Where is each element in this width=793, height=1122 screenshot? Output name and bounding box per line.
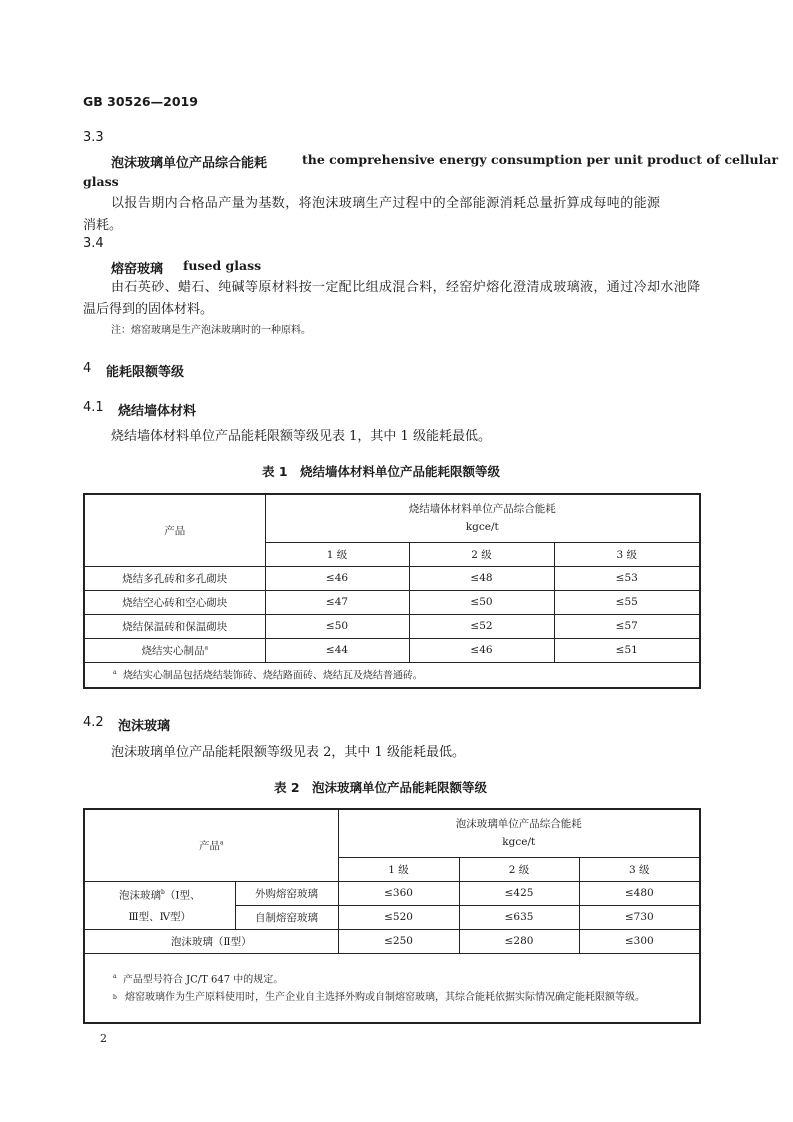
value-cell: ≤57 [554,614,700,638]
term-chinese: 泡沫玻璃单位产品综合能耗 [111,156,268,171]
footnote-text: 产品型号符合 JC/T 647 中的规定。 [122,974,284,986]
product-header: 产品 [84,494,265,566]
merged-product-cell [84,881,235,929]
footnote-text: 熔窑玻璃作为生产原料使用时，生产企业自主选择外购或自制熔窑玻璃，其综合能耗依据实际情况确定能耗限额等级。 [125,992,645,1004]
table-footnote [113,989,689,1007]
value-cell: ≤280 [459,929,579,953]
table-caption: 表 2 泡沫玻璃单位产品能耗限额等级 [274,780,488,795]
table-caption: 表 1 烧结墙体材料单位产品能耗限额等级 [262,464,501,479]
table-footnote [113,968,689,989]
value-cell: ≤300 [579,929,700,953]
product-name-text: 烧结实心制品 [141,644,205,657]
value-cell: ≤48 [409,566,554,590]
merged-label: 泡沫玻璃 [119,889,161,902]
value-cell: ≤52 [409,614,554,638]
group-header [338,809,700,857]
definition-line: 消耗。 [83,218,123,233]
product-name: 泡沫玻璃（Ⅱ型） [84,929,338,953]
definition-line: 温后得到的固体材料。 [83,302,214,317]
footnote-mark: b [113,994,117,1002]
value-cell: ≤46 [409,638,554,662]
table-row [84,566,700,590]
level-header: 1 级 [265,542,409,566]
value-cell: ≤250 [338,929,459,953]
value-cell: ≤55 [554,590,700,614]
section-number: 4 [83,361,92,376]
definition-line: 以报告期内合格品产量为基数，将泡沫玻璃生产过程中的全部能源消耗总量折算成每吨的能源 [111,196,661,211]
subsection-number: 4.2 [83,715,104,730]
table-row [84,590,700,614]
value-cell: ≤46 [265,566,409,590]
footnote-mark: a [113,973,117,981]
product-name [84,638,265,662]
value-cell: ≤730 [579,905,700,929]
level-header: 3 级 [579,857,700,881]
clause-number: 3.3 [83,130,104,145]
table-1 [83,493,701,689]
product-name: 烧结保温砖和保温砌块 [84,614,265,638]
value-cell: ≤520 [338,905,459,929]
unit: kgce/t [502,836,536,849]
footnote-mark: a [219,839,224,847]
table-footnotes [84,953,700,1023]
term-chinese: 熔窑玻璃 [111,262,164,277]
footnote-mark: b [161,888,165,896]
note: 注：熔窑玻璃是生产泡沫玻璃时的一种原料。 [111,325,311,336]
merged-label: Ⅲ型、Ⅳ型） [128,911,192,924]
value-cell: ≤425 [459,881,579,905]
product-header-text: 产品 [198,839,220,852]
table-2 [83,808,701,1024]
term-english: fused glass [183,258,262,273]
table-footnote [84,662,700,688]
value-cell: ≤51 [554,638,700,662]
product-name: 自制熔窑玻璃 [235,905,338,929]
term-english-cont: glass [83,174,119,189]
level-header: 1 级 [338,857,459,881]
subsection-number: 4.1 [83,400,104,415]
group-header-title: 烧结墙体材料单位产品综合能耗 [408,503,556,516]
product-name: 烧结空心砖和空心砌块 [84,590,265,614]
table-row [84,881,700,905]
level-header: 3 级 [554,542,700,566]
product-header [84,809,338,881]
subsection-title: 烧结墙体材料 [118,404,197,419]
page-number: 2 [100,1032,107,1045]
table-row [84,614,700,638]
value-cell: ≤50 [409,590,554,614]
clause-number: 3.4 [83,236,104,251]
value-cell: ≤360 [338,881,459,905]
group-header-title: 泡沫玻璃单位产品综合能耗 [455,818,582,831]
table-row [84,929,700,953]
term-english: the comprehensive energy consumption per unit product of cellular [302,152,779,167]
value-cell: ≤53 [554,566,700,590]
unit: kgce/t [465,521,499,534]
value-cell: ≤44 [265,638,409,662]
value-cell: ≤47 [265,590,409,614]
value-cell: ≤50 [265,614,409,638]
subsection-title: 泡沫玻璃 [118,719,171,734]
product-name: 烧结多孔砖和多孔砌块 [84,566,265,590]
standard-code: GB 30526—2019 [83,94,198,109]
table-row [84,638,700,662]
level-header: 2 级 [409,542,554,566]
paragraph: 泡沫玻璃单位产品能耗限额等级见表 2，其中 1 级能耗最低。 [111,745,465,760]
paragraph: 烧结墙体材料单位产品能耗限额等级见表 1，其中 1 级能耗最低。 [111,429,491,444]
footnote-mark: a [204,644,209,651]
section-title: 能耗限额等级 [106,365,185,380]
value-cell: ≤635 [459,905,579,929]
footnote-mark: a [113,669,117,677]
footnote-text: 烧结实心制品包括烧结装饰砖、烧结路面砖、烧结瓦及烧结普通砖。 [122,670,423,682]
value-cell: ≤480 [579,881,700,905]
merged-label: （Ⅰ型、 [164,889,201,902]
product-name: 外购熔窑玻璃 [235,881,338,905]
definition-line: 由石英砂、蜡石、纯碱等原材料按一定配比组成混合料，经窑炉熔化澄清成玻璃液，通过冷却水池降 [111,280,701,295]
group-header [265,494,700,542]
level-header: 2 级 [459,857,579,881]
